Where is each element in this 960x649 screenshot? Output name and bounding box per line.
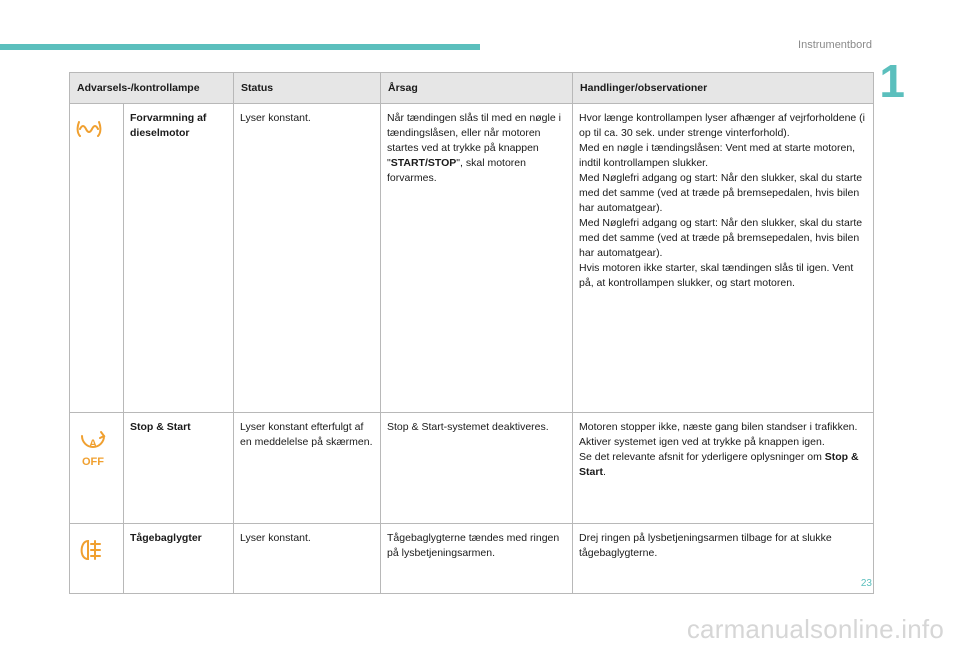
table-row — [70, 524, 874, 594]
column-header-cause: Årsag — [381, 73, 573, 104]
warning-lights-table — [69, 72, 874, 594]
svg-text:OFF: OFF — [82, 456, 104, 468]
stop-start-off-icon — [76, 428, 110, 473]
lamp-actions: Motoren stopper ikke, næste gang bilen standser i trafikken. Aktiver systemet igen ved at trykke på knappen igen. Se det relevante afsnit for yderligere oplysninger om Stop & Start. — [573, 413, 874, 524]
lamp-actions: Drej ringen på lysbetjeningsarmen tilbage for at slukke tågebaglygterne. — [573, 524, 874, 594]
lamp-status: Lyser konstant. — [234, 104, 381, 413]
table-row — [70, 104, 874, 413]
lamp-name: Stop & Start — [124, 413, 234, 524]
lamp-cause: Tågebaglygterne tændes med ringen på lysbetjeningsarmen. — [381, 524, 573, 594]
column-header-actions: Handlinger/observationer — [573, 73, 874, 104]
lamp-name: Forvarmning af dieselmotor — [124, 104, 234, 413]
lamp-cause: Når tændingen slås til med en nøgle i tændingslåsen, eller når motoren startes ved at trykke på knappen "START/STOP", skal motoren forvarmes. — [381, 104, 573, 413]
glow-plug-icon — [76, 119, 102, 144]
svg-text:A: A — [89, 438, 97, 450]
header-accent-bar — [0, 44, 480, 50]
icon-cell — [70, 413, 124, 524]
lamp-cause: Stop & Start-systemet deaktiveres. — [381, 413, 573, 524]
icon-cell — [70, 104, 124, 413]
column-header-status: Status — [234, 73, 381, 104]
lamp-status: Lyser konstant efterfulgt af en meddelelse på skærmen. — [234, 413, 381, 524]
icon-cell — [70, 524, 124, 594]
lamp-name: Tågebaglygter — [124, 524, 234, 594]
watermark: carmanualsonline.info — [686, 614, 944, 644]
lamp-status: Lyser konstant. — [234, 524, 381, 594]
section-title: Instrumentbord — [798, 39, 872, 51]
column-header-lamp: Advarsels-/kontrollampe — [70, 73, 234, 104]
table-header-row — [70, 73, 874, 104]
rear-fog-light-icon — [76, 539, 106, 566]
lamp-actions: Hvor længe kontrollampen lyser afhænger af vejrforholdene (i op til ca. 30 sek. under strenge vinterforhold). Med en nøgle i tændingslåsen: Vent med at starte motoren, indtil kontrollampen slukker. Med Nøglefri adgang og start: Når den slukker, skal du starte med det samme (ved at træde på bremsepedalen, hvis bilen har automatgear). Med Nøglefri adgang og start: Når den slukker, skal du starte med det samme (ved at træde på bremsepedalen, hvis bilen har automatgear). Hvis motoren ikke starter, skal tændingen slås til igen. Vent på, at kontrollampen slukker, og start motoren. — [573, 104, 874, 413]
chapter-number: 1 — [879, 55, 905, 107]
table-row — [70, 413, 874, 524]
page-number: 23 — [860, 578, 872, 589]
